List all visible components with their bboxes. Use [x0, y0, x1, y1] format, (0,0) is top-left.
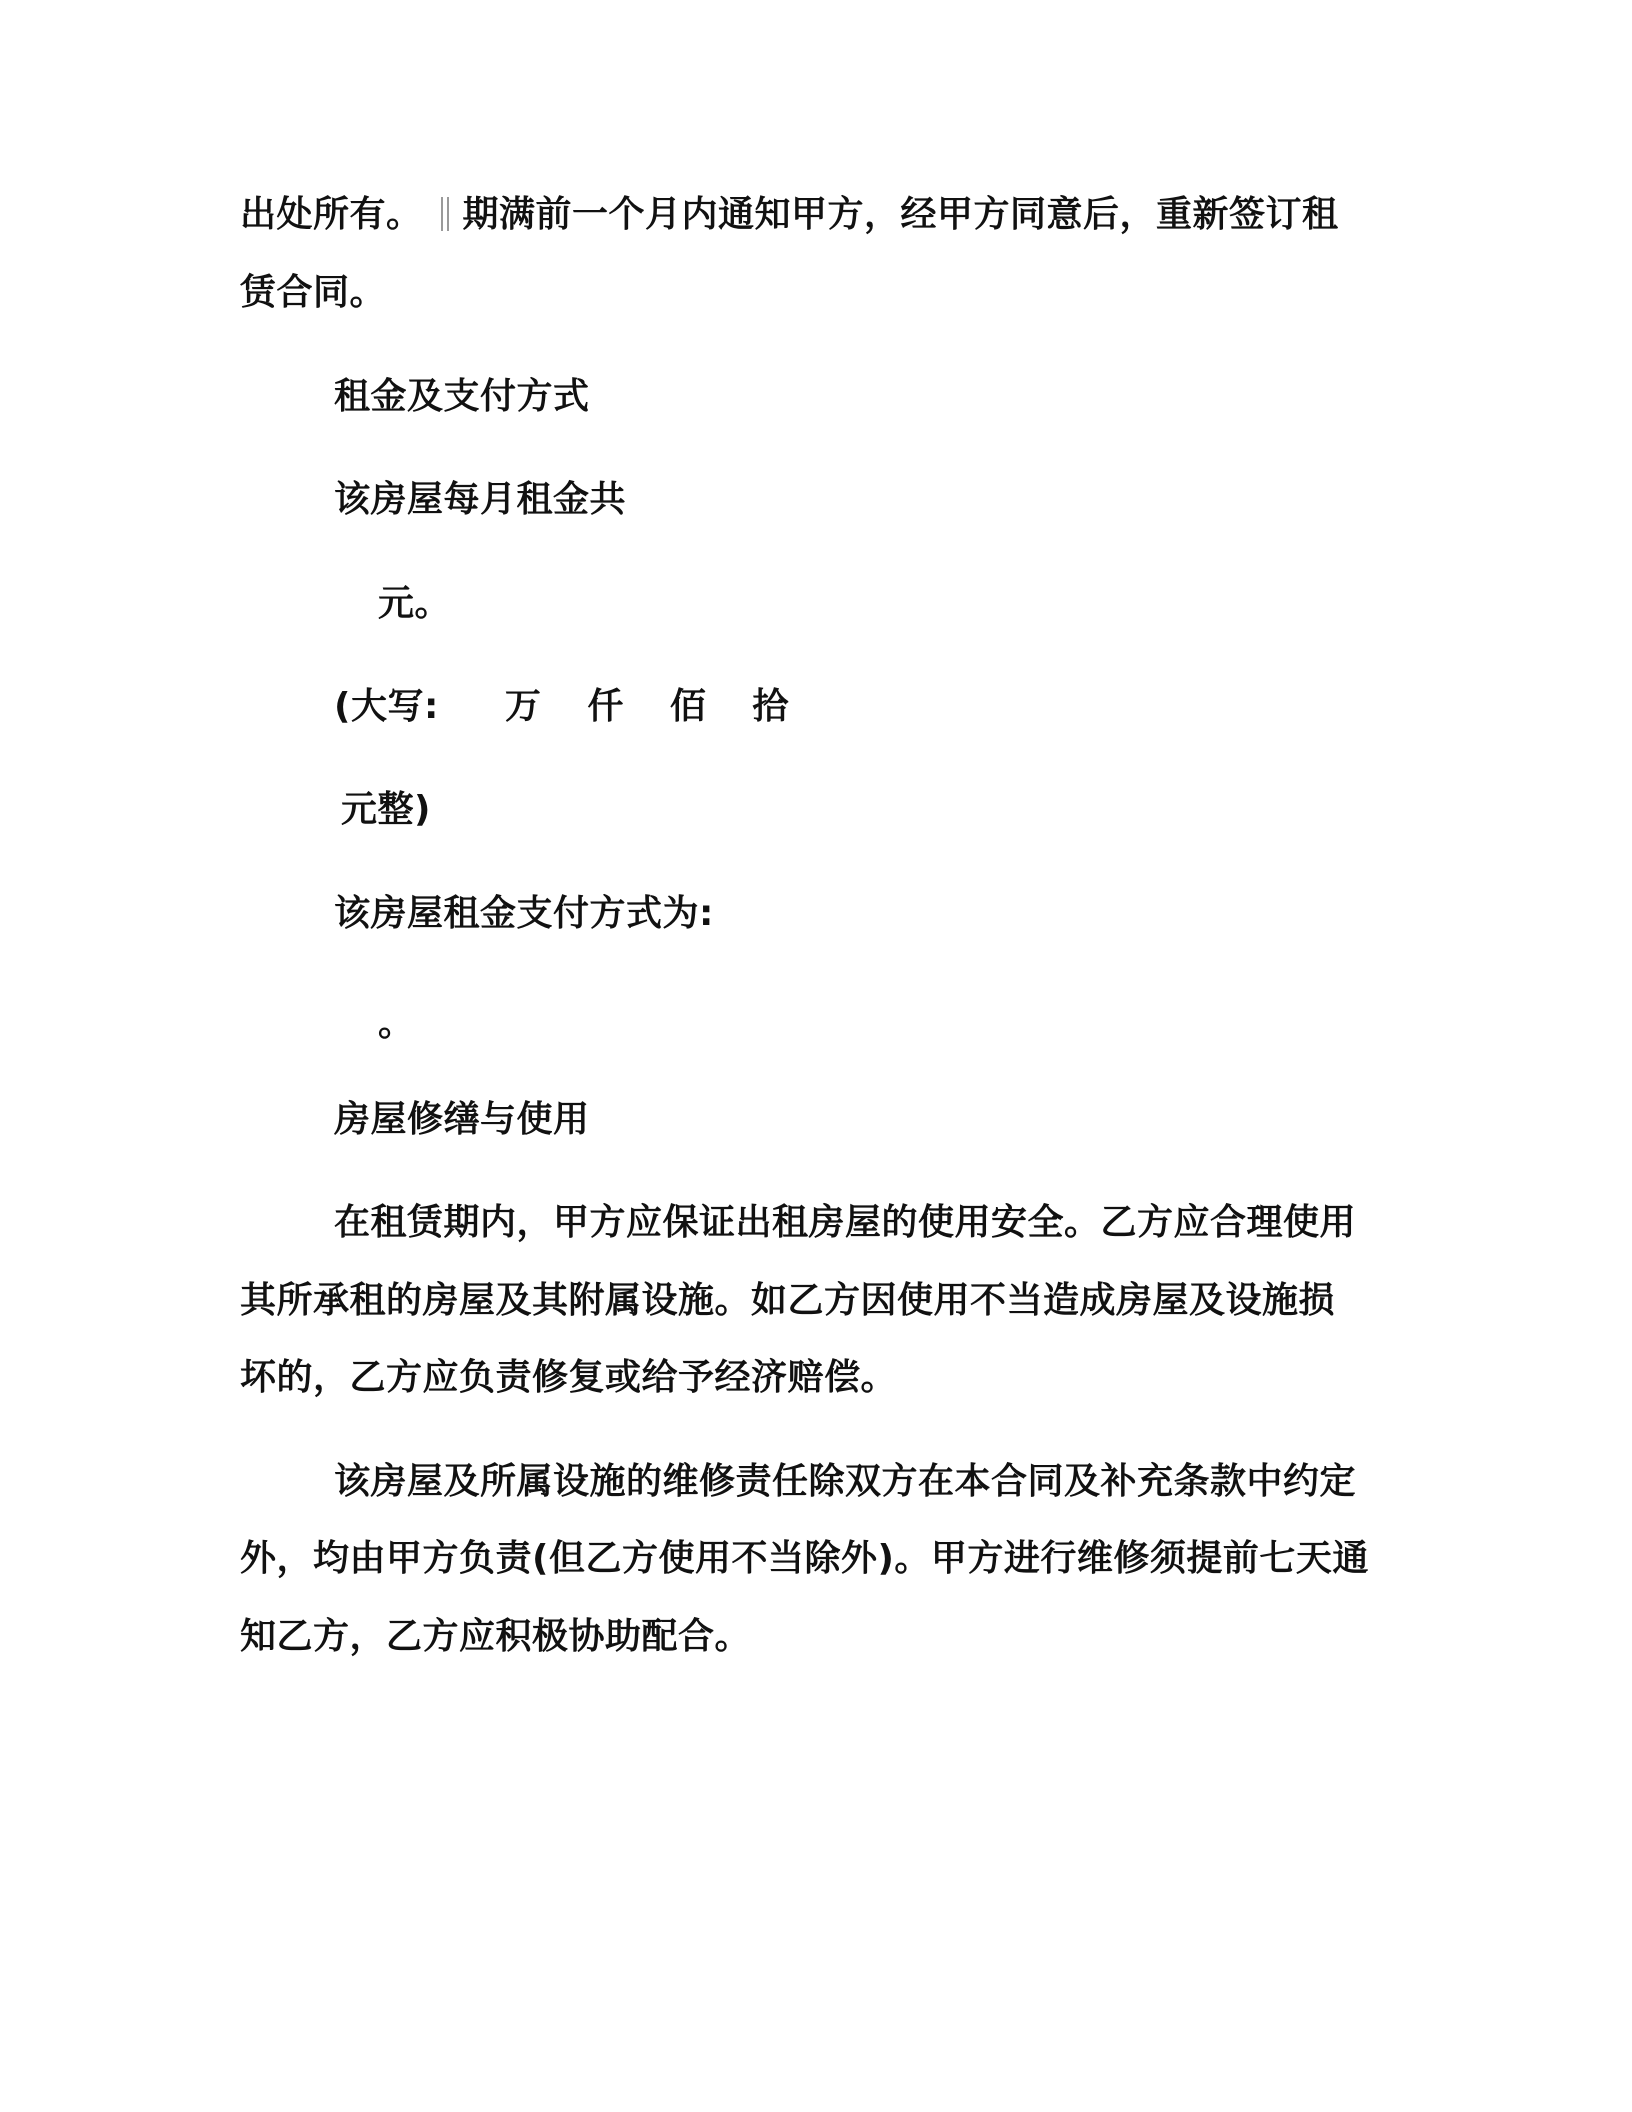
para2-line-1: 该房屋及所属设施的维修责任除双方在本合同及补充条款中约定: [334, 1461, 1357, 1502]
capital-shi-label: 拾: [752, 686, 789, 727]
capital-bai-label: 佰: [669, 686, 707, 727]
line-1-end: 期满前一个月内通知甲方，经甲方同意后，重新签订租: [462, 194, 1339, 235]
text-line-1: [240, 193, 1339, 237]
line-1-start: 出处所有。: [240, 194, 423, 235]
capital-close-label: 元整): [341, 789, 431, 830]
payment-method-label: 该房屋租金支付方式为:: [334, 893, 714, 934]
rent-yuan-label: 元。: [378, 583, 452, 624]
text-cursor-marker: [441, 197, 449, 231]
text-line-2: 赁合同。: [240, 272, 387, 313]
rent-capital-line: [334, 685, 789, 729]
para2-line-3: 知乙方，乙方应积极协助配合。: [240, 1616, 752, 1657]
para1-line-3: 坏的，乙方应负责修复或给予经济赔偿。: [240, 1357, 898, 1398]
capital-wan-label: 万: [504, 686, 542, 727]
payment-end-mark: 。: [378, 1003, 415, 1044]
heading-rent-payment: 租金及支付方式: [334, 376, 590, 417]
capital-qian-label: 仟: [587, 686, 624, 727]
capital-open-label: (大写:: [334, 686, 439, 727]
para1-line-1: 在租赁期内，甲方应保证出租房屋的使用安全。乙方应合理使用: [334, 1202, 1357, 1243]
rent-monthly-label: 该房屋每月租金共: [334, 479, 627, 520]
para1-line-2: 其所承租的房屋及其附属设施。如乙方因使用不当造成房屋及设施损: [240, 1280, 1336, 1321]
para2-line-2: 外，均由甲方负责(但乙方使用不当除外)。甲方进行维修须提前七天通: [240, 1538, 1369, 1579]
heading-repair-use: 房屋修缮与使用: [334, 1099, 590, 1140]
